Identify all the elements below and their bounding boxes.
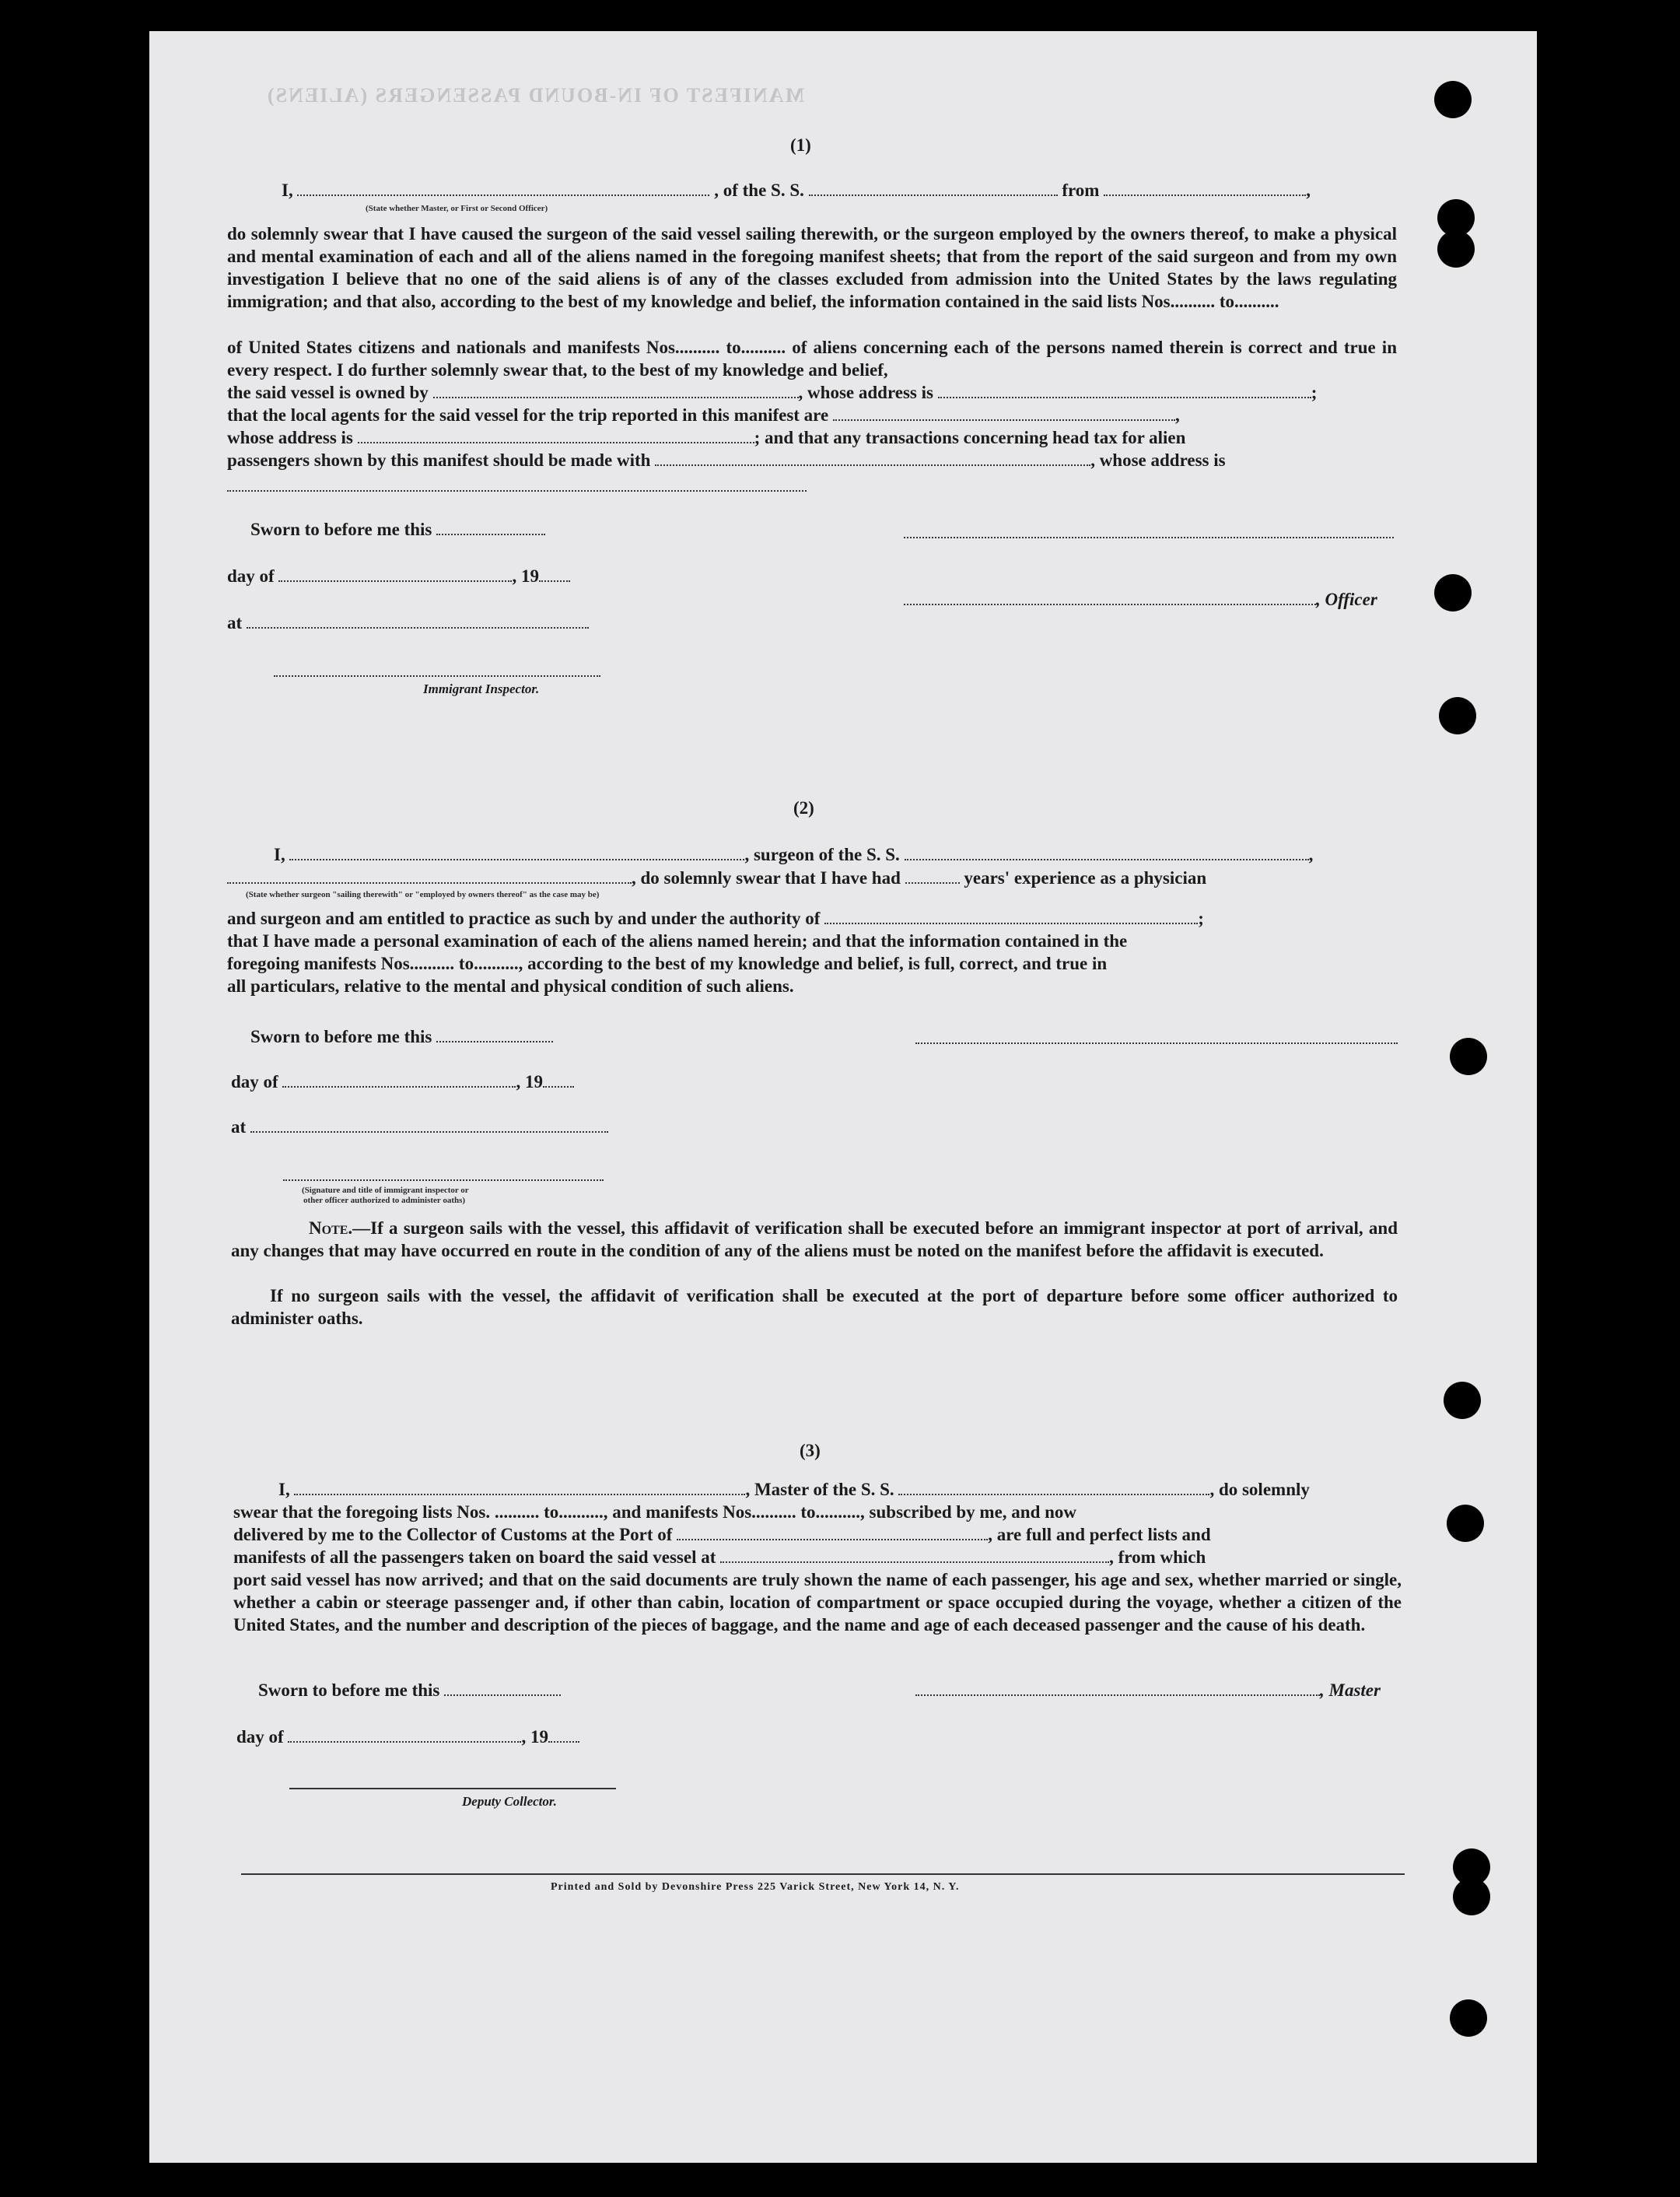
s3-full-perfect: , are full and perfect lists and xyxy=(988,1525,1211,1544)
s3-year: , 19 xyxy=(521,1727,548,1747)
punch-hole xyxy=(1450,1038,1487,1075)
s2-do-solemnly: , do solemnly swear that I have had xyxy=(632,868,901,888)
punch-hole xyxy=(1439,697,1476,734)
punch-hole xyxy=(1447,1505,1484,1542)
s3-day-of: day of xyxy=(236,1727,284,1747)
s3-from-which: , from which xyxy=(1109,1547,1206,1567)
s1-officer-line xyxy=(904,588,1377,611)
s3-master-line xyxy=(915,1679,1381,1701)
s2-day-of: day of xyxy=(231,1072,278,1091)
s1-at: at xyxy=(227,613,243,632)
s2-note-label: Note. xyxy=(309,1218,353,1238)
s2-inspector-blank xyxy=(283,1179,604,1181)
s1-year: , 19 xyxy=(512,566,539,586)
punch-hole xyxy=(1434,574,1472,611)
s2-note-text: —If a surgeon sails with the vessel, this affidavit of verification shall be executed before an immigrant inspector at port of arrival, and any changes that may have occurred en route in the condition of any of the aliens must be noted on the manifest before the affidavit is executed. xyxy=(231,1218,1398,1260)
s1-ship-blank xyxy=(809,180,1058,196)
s2-body-2: that I have made a personal examination of each of the aliens named herein; and that the information contained in the xyxy=(227,931,1128,951)
s1-address-line xyxy=(227,426,1185,449)
s2-body-4: all particulars, relative to the mental and physical condition of such aliens. xyxy=(227,976,794,996)
s3-collector-blank xyxy=(289,1788,616,1789)
s2-sworn-line xyxy=(250,1025,553,1048)
s1-from-blank xyxy=(1104,180,1306,196)
printer-credit: Printed and Sold by Devonshire Press 225 Varick Street, New York 14, N. Y. xyxy=(551,1881,960,1893)
s1-sworn: Sworn to before me this xyxy=(250,520,432,539)
s1-head-tax: ; and that any transactions concerning head tax for alien xyxy=(754,428,1186,447)
section3-heading: (3) xyxy=(800,1441,821,1460)
s1-passengers-shown: passengers shown by this manifest should be made with xyxy=(227,450,651,470)
s2-day-line xyxy=(231,1070,574,1093)
footer-rule xyxy=(241,1873,1405,1875)
s3-intro-i: I, xyxy=(278,1480,290,1499)
s2-signature-blank xyxy=(915,1042,1398,1044)
s2-note-2: If no surgeon sails with the vessel, the affidavit of verification shall be executed at the port of departure before some officer authorized to administer oaths. xyxy=(231,1286,1398,1328)
s3-collector-line xyxy=(233,1523,1211,1546)
punch-hole xyxy=(1444,1382,1481,1419)
s1-whose-address: , whose address is xyxy=(798,383,933,402)
s1-whose-address-3: , whose address is xyxy=(1090,450,1226,470)
s2-year: , 19 xyxy=(516,1072,543,1091)
s2-sig-hint-2: other officer authorized to administer oaths) xyxy=(303,1196,466,1205)
s1-from: from xyxy=(1062,180,1100,200)
s2-intro-line: I, , surgeon of the S. S. , xyxy=(274,845,1314,864)
s2-years-exp: years' experience as a physician xyxy=(964,868,1207,888)
s3-intro-line xyxy=(278,1478,1310,1501)
s1-intro-line: I, , of the S. S. from , xyxy=(282,180,1311,200)
punch-hole xyxy=(1453,1878,1490,1915)
punch-hole xyxy=(1437,230,1475,268)
s3-day-line xyxy=(236,1726,579,1748)
section1-heading: (1) xyxy=(790,135,811,155)
s2-sworn: Sworn to before me this xyxy=(250,1027,432,1046)
s1-officer-blank xyxy=(297,180,709,196)
s1-day-of: day of xyxy=(227,566,275,586)
s3-do-solemnly: , do solemnly xyxy=(1209,1480,1310,1499)
s1-at-line xyxy=(227,611,589,634)
s2-note xyxy=(231,1217,1398,1262)
s2-sig-hint-1: (Signature and title of immigrant inspector or xyxy=(302,1186,469,1195)
section2-heading: (2) xyxy=(793,798,814,818)
s2-at-line xyxy=(231,1116,608,1138)
s1-body-paragraph-2: of United States citizens and nationals and manifests Nos.......... to.......... of aliens concerning each of the persons named therein is correct and true in every respect. I do further solemnly swear that, to the best of my knowledge and belief, xyxy=(227,338,1397,380)
s1-address-blank xyxy=(227,490,807,492)
s1-signature-blank xyxy=(904,537,1394,538)
s1-intro-i: I, xyxy=(282,180,293,200)
s1-whose-address-2: whose address is xyxy=(227,428,353,447)
s1-immigrant-inspector: Immigrant Inspector. xyxy=(423,682,540,696)
document-page xyxy=(149,31,1537,2163)
s1-owned-line: the said vessel is owned by , whose address is ; xyxy=(227,383,1318,402)
s3-body: port said vessel has now arrived; and that on the said documents are truly shown the name of each passenger, his age and sex, whether married or single, whether a cabin or steerage passenger and, if other than cabin, location of compartment or space occupied during the voyage, whether a citizen of the United States, and the number and description of the pieces of baggage, and the name and age of each deceased passenger and the cause of his death. xyxy=(233,1570,1402,1635)
s2-authority: and surgeon and am entitled to practice as such by and under the authority of xyxy=(227,909,821,928)
s2-authority-line: and surgeon and am entitled to practice as such by and under the authority of ; xyxy=(227,909,1204,928)
s2-body-3: foregoing manifests Nos.......... to.........., according to the best of my knowledge and belief, is full, correct, and true in xyxy=(227,954,1108,973)
s1-inspector-blank xyxy=(274,675,600,677)
s1-sworn-line xyxy=(250,518,545,541)
punch-hole xyxy=(1450,1999,1487,2037)
s1-body-paragraph: do solemnly swear that I have caused the surgeon of the said vessel sailing therewith, or the surgeon employed by the owners thereof, to make a physical and mental examination of each and all of the aliens named in the foregoing manifest sheets; that from the report of the said surgeon and from my own investigation I believe that no one of the said aliens is of any of the classes excluded from admission into the United States by the laws regulating immigration; and that also, according to the best of my knowledge and belief, the information contained in the said lists Nos.......... to.......... xyxy=(227,224,1397,311)
s1-master-hint: (State whether Master, or First or Second Officer) xyxy=(366,204,548,213)
s1-of-the-ss: , of the S. S. xyxy=(714,180,804,200)
s2-surgeon-hint: (State whether surgeon "sailing therewith" or "employed by owners thereof" as the case may be) xyxy=(246,890,600,899)
bleed-through-header: MANIFEST OF IN-BOUND PASSENGERS (ALIENS) xyxy=(266,84,805,107)
s1-owned-by: the said vessel is owned by xyxy=(227,383,429,402)
punch-hole xyxy=(1434,81,1472,118)
s2-experience-line xyxy=(227,867,1206,889)
s3-manifests-line xyxy=(233,1546,1206,1568)
s3-collector: delivered by me to the Collector of Customs at the Port of xyxy=(233,1525,673,1544)
s2-surgeon-of: , surgeon of the S. S. xyxy=(744,845,900,864)
s2-at: at xyxy=(231,1117,247,1137)
s3-sworn-line xyxy=(258,1679,561,1701)
s3-sworn: Sworn to before me this xyxy=(258,1680,440,1700)
s1-officer: , Officer xyxy=(1316,590,1377,609)
s3-lines-nos: swear that the foregoing lists Nos. .......... to.........., and manifests Nos.......... to.........., subscribed by me, and now xyxy=(233,1502,1077,1522)
s3-master: , Master xyxy=(1320,1680,1381,1700)
s1-local-agents: that the local agents for the said vessel for the trip reported in this manifest are xyxy=(227,405,829,425)
s3-manifests: manifests of all the passengers taken on board the said vessel at xyxy=(233,1547,716,1567)
s3-master-of: , Master of the S. S. xyxy=(745,1480,894,1499)
s1-agents-line: that the local agents for the said vessel for the trip reported in this manifest are , xyxy=(227,405,1180,425)
s3-deputy-collector: Deputy Collector. xyxy=(462,1794,557,1809)
s1-passengers-line xyxy=(227,449,1226,471)
s1-day-line xyxy=(227,565,570,587)
s2-intro-i: I, xyxy=(274,845,285,864)
